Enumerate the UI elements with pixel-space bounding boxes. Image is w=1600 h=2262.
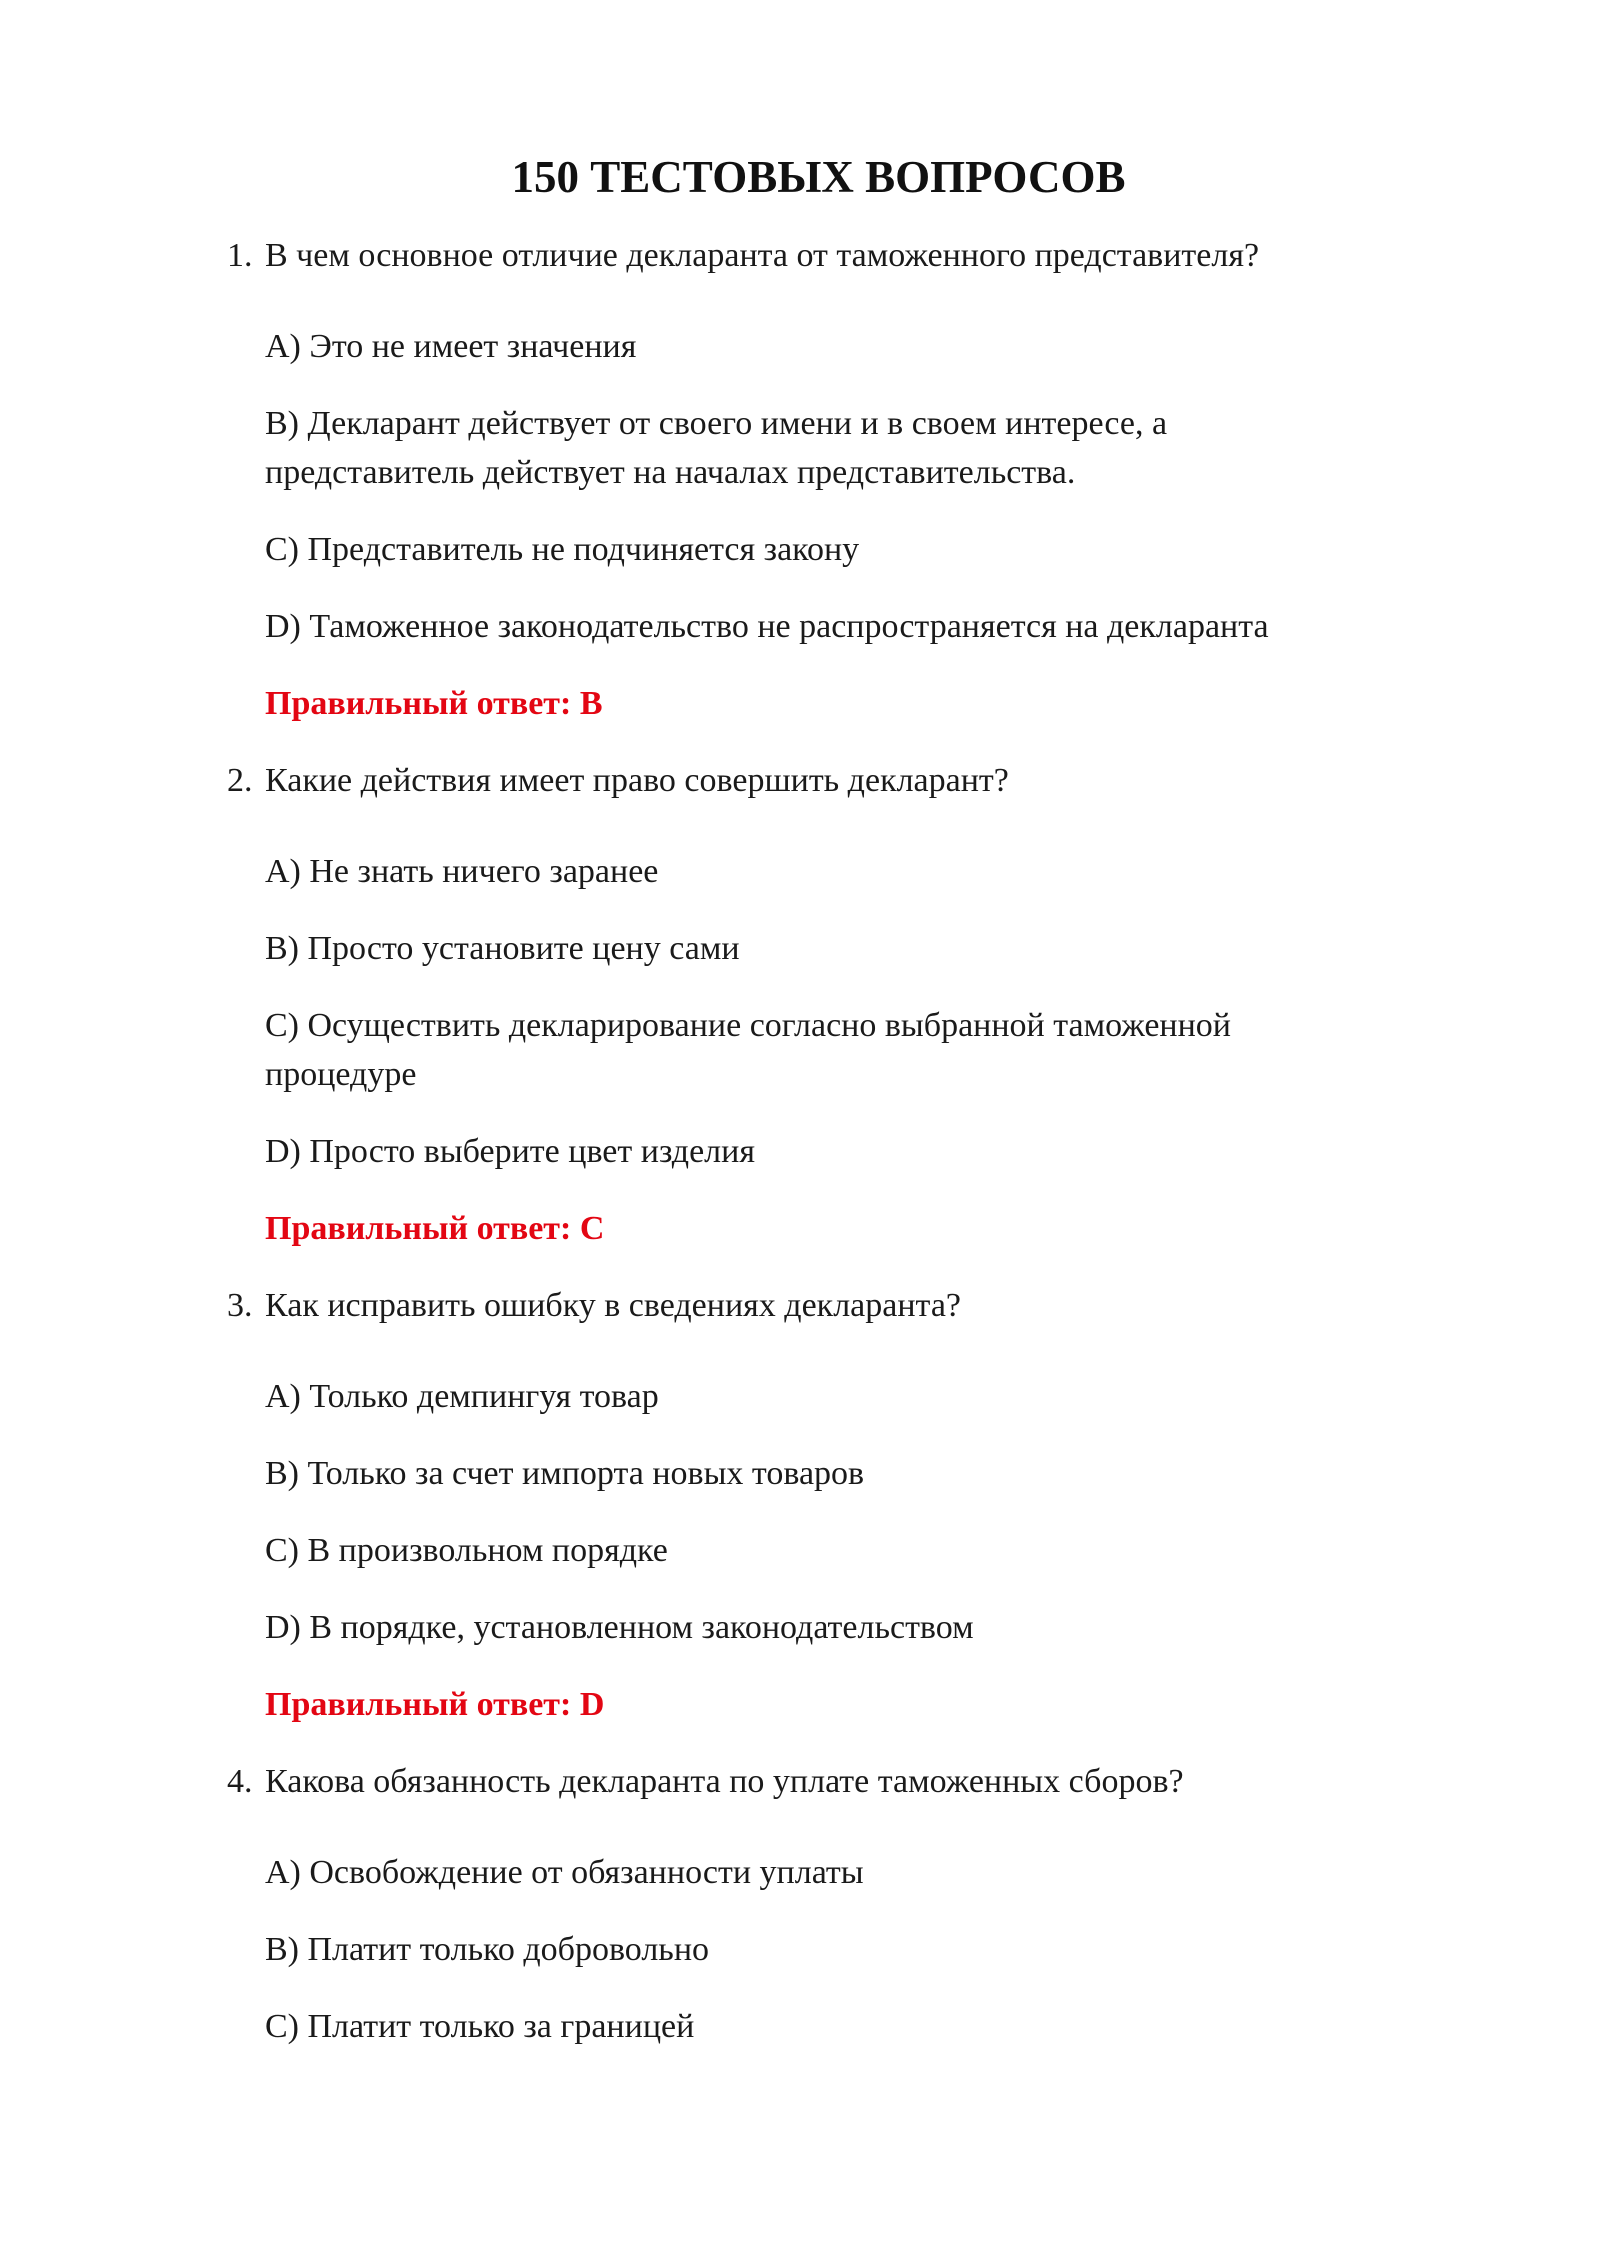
question-number: 1. bbox=[227, 237, 253, 274]
option-b: B) Просто установите цену сами bbox=[265, 930, 740, 967]
option-c: C) Платит только за границей bbox=[265, 2008, 695, 2045]
question-2 bbox=[227, 756, 1380, 805]
option-c: C) В произвольном порядке bbox=[265, 1532, 668, 1569]
options-list bbox=[265, 847, 1380, 1253]
option-b: B) Только за счет импорта новых товаров bbox=[265, 1455, 865, 1492]
options-list bbox=[265, 1372, 1380, 1729]
correct-answer: Правильный ответ: B bbox=[265, 685, 603, 722]
option-c: C) Осуществить декларирование согласно выбранной таможенной процедуре bbox=[265, 1007, 1231, 1093]
option-d: D) Таможенное законодательство не распространяется на декларанта bbox=[265, 608, 1269, 645]
option-d: D) В порядке, установленном законодательством bbox=[265, 1609, 974, 1646]
question-block-1 bbox=[227, 231, 1380, 728]
options-list bbox=[265, 1848, 1380, 2051]
page-title: 150 ТЕСТОВЫХ ВОПРОСОВ bbox=[511, 152, 1126, 202]
option-a: A) Это не имеет значения bbox=[265, 328, 637, 365]
correct-answer: Правильный ответ: C bbox=[265, 1210, 605, 1247]
question-number: 2. bbox=[227, 762, 253, 799]
question-4 bbox=[227, 1757, 1380, 1806]
question-block-3 bbox=[227, 1281, 1380, 1729]
option-b: B) Декларант действует от своего имени и в своем интересе, а представитель действует на началах представительства. bbox=[265, 405, 1168, 491]
question-text: Как исправить ошибку в сведениях декларанта? bbox=[265, 1287, 962, 1324]
question-block-2 bbox=[227, 756, 1380, 1253]
question-block-4 bbox=[227, 1757, 1380, 2051]
question-3 bbox=[227, 1281, 1380, 1330]
option-c: C) Представитель не подчиняется закону bbox=[265, 531, 860, 568]
option-a: A) Только демпингуя товар bbox=[265, 1378, 659, 1415]
option-d: D) Просто выберите цвет изделия bbox=[265, 1133, 755, 1170]
options-list bbox=[265, 322, 1380, 728]
question-text: В чем основное отличие декларанта от таможенного представителя? bbox=[265, 237, 1260, 274]
question-text: Какова обязанность декларанта по уплате таможенных сборов? bbox=[265, 1763, 1184, 1800]
option-b: B) Платит только добровольно bbox=[265, 1931, 710, 1968]
question-text: Какие действия имеет право совершить декларант? bbox=[265, 762, 1009, 799]
question-number: 4. bbox=[227, 1763, 253, 1800]
option-a: A) Освобождение от обязанности уплаты bbox=[265, 1854, 864, 1891]
option-a: A) Не знать ничего заранее bbox=[265, 853, 659, 890]
question-number: 3. bbox=[227, 1287, 253, 1324]
correct-answer: Правильный ответ: D bbox=[265, 1686, 605, 1723]
question-1 bbox=[227, 231, 1380, 280]
